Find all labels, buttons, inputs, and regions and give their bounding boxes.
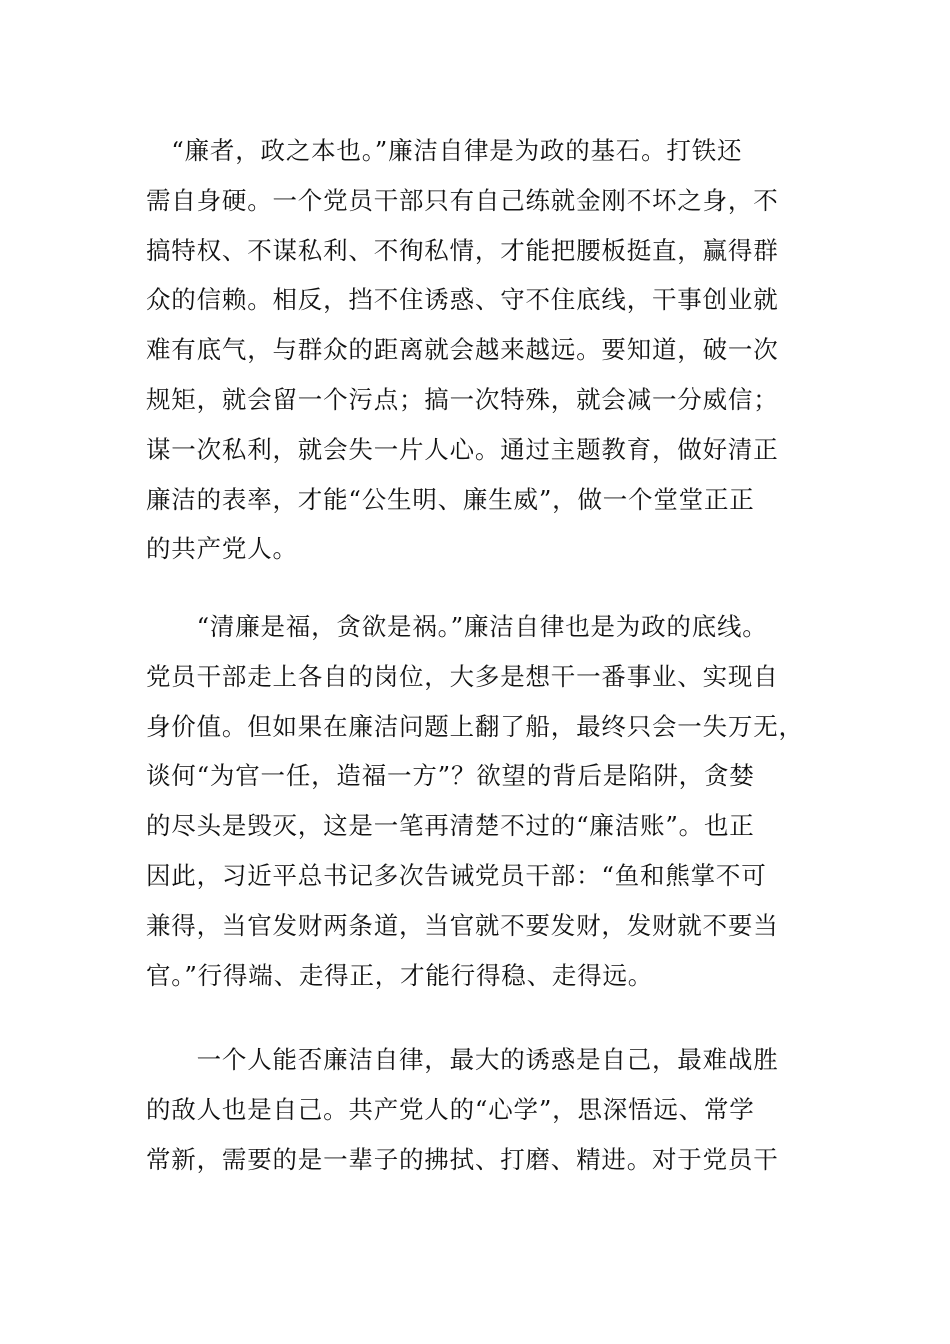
paragraph-line: 难有底气，与群众的距离就会越来越远。要知道，破一次 — [146, 335, 779, 365]
paragraph-line: 规矩，就会留一个污点；搞一次特殊，就会减一分威信； — [146, 384, 779, 414]
paragraph-line: 众的信赖。相反，挡不住诱惑、守不住底线，干事创业就 — [146, 285, 779, 315]
paragraph-line: 官。”行得端、走得正，才能行得稳、走得远。 — [146, 960, 654, 990]
paragraph-3 — [146, 1035, 806, 1184]
paragraph-line: 的共产党人。 — [146, 534, 298, 564]
paragraph-line: 因此，习近平总书记多次告诫党员干部：“鱼和熊掌不可 — [146, 860, 767, 890]
paragraph-line: 的尽头是毁灭，这是一笔再清楚不过的“廉洁账”。也正 — [146, 811, 755, 841]
paragraph-2 — [146, 602, 806, 1000]
paragraph-line: 兼得，当官发财两条道，当官就不要发财，发财就不要当 — [146, 910, 779, 940]
paragraph-1 — [146, 126, 806, 574]
paragraph-line: “廉者，政之本也。”廉洁自律是为政的基石。打铁还 — [146, 136, 743, 165]
paragraph-line: 谈何“为官一任，造福一方”？欲望的背后是陷阱，贪婪 — [146, 761, 755, 791]
paragraph-line: “清廉是福，贪欲是祸。”廉洁自律也是为政的底线。 — [146, 612, 768, 641]
paragraph-line: 谋一次私利，就会失一片人心。通过主题教育，做好清正 — [146, 434, 779, 464]
paragraph-line: 廉洁的表率，才能“公生明、廉生威”，做一个堂堂正正 — [146, 484, 755, 514]
paragraph-line: 常新，需要的是一辈子的拂拭、打磨、精进。对于党员干 — [146, 1144, 779, 1174]
paragraph-line: 一个人能否廉洁自律，最大的诱惑是自己，最难战胜 — [146, 1045, 779, 1074]
paragraph-line: 身价值。但如果在廉洁问题上翻了船，最终只会一失万无， — [146, 711, 804, 741]
paragraph-line: 搞特权、不谋私利、不徇私情，才能把腰板挺直，赢得群 — [146, 235, 779, 265]
paragraph-line: 的敌人也是自己。共产党人的“心学”，思深悟远、常学 — [146, 1094, 755, 1124]
paragraph-line: 需自身硬。一个党员干部只有自己练就金刚不坏之身，不 — [146, 185, 779, 215]
paragraph-line: 党员干部走上各自的岗位，大多是想干一番事业、实现自 — [146, 661, 779, 691]
